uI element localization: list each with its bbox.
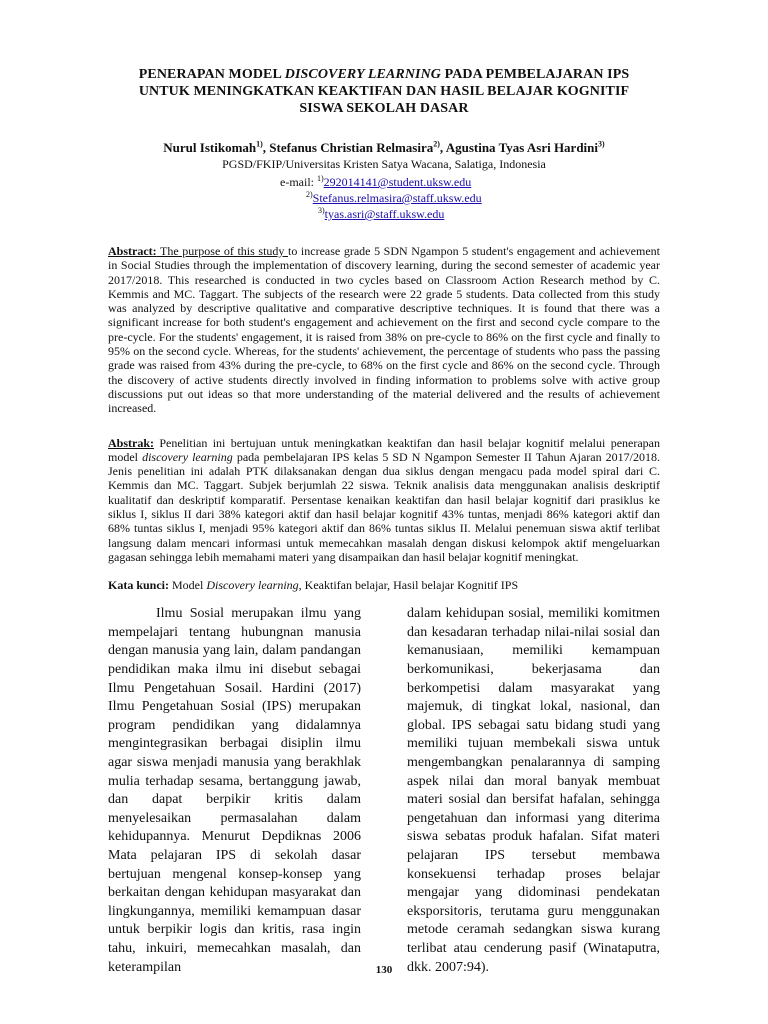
- body-columns: [108, 605, 660, 977]
- email-link-1[interactable]: 292014141@student.uksw.edu: [323, 175, 472, 189]
- email-block: [108, 174, 660, 222]
- abstract-underlined-text: The purpose of this study: [156, 244, 288, 258]
- keywords: Kata kunci: Model Discovery learning, Keaktifan belajar, Hasil belajar Kognitif IPS: [108, 578, 519, 593]
- author-2-marker: 2): [433, 139, 440, 149]
- page-number: 130: [375, 964, 393, 976]
- email-link-3[interactable]: tyas.asri@staff.uksw.edu: [324, 207, 445, 221]
- body-paragraph-right: dalam kehidupan sosial, memiliki komitmen dan kesadaran terhadap nilai-nilai sosial dan kemanusiaan, memiliki kemampuan berkomunikasi, bekerjasama dan berkompetisi dalam masyarakat yang majemuk, di tingkat lokal, nasional, dan global. IPS sebagai satu bidang studi yang memiliki tujuan membekali siswa untuk mengembangkan penalarannya di samping aspek nilai dan moral banyak membuat materi sosial dan bersifat hafalan, sehingga pengetahuan dan informasi yang diterima siswa sebatas produk hafalan. Sifat materi pelajaran IPS tersebut membawa konsekuensi terhadap proses belajar mengajar yang didominasi pendekatan eksporsitoris, terutama guru menggunakan metode ceramah sedangkan siswa kurang terlibat atau cenderung pasif (Winataputra, dkk. 2007:94).: [407, 606, 660, 975]
- affiliation: PGSD/FKIP/Universitas Kristen Satya Wacana, Salatiga, Indonesia: [222, 157, 546, 171]
- body-column-left: [108, 605, 361, 977]
- abstract-english: [108, 244, 660, 416]
- title-line-2: UNTUK MENINGKATKAN KEAKTIFAN DAN HASIL BELAJAR KOGNITIF: [138, 84, 630, 99]
- email-line-2: $^{2)}$Stefanus.relmasira@staff.uksw.edu: [306, 190, 482, 205]
- author-list: [108, 140, 660, 156]
- author-2: , Stefanus Christian Relmasira: [262, 140, 434, 155]
- abstract-text: to increase grade 5 SDN Ngampon 5 student's engagement and achievement in Social Studies through the implementation of discovery learning, during the second semester of academic year 2017/2018. This researched is conducted in two cycles based on Classroom Action Research method by C. Kemmis and MC. Taggart. The subjects of the research were 22 grade 5 students. Data collected from this study was analyzed by descriptive qualitative and comparative descriptive techniques. It is found that there was a significant increase for both student's engagement and achievement on the first and second cycle compare to the pre-cycle. For the students' engagement, it is raised from 38% on pre-cycle to 86% on the first cycle and finally to 95% on the second cycle. Whereas, for the students' achievement, the percentage of students who pass the passing grade was raised from 43% during the pre-cycle, to 68% on the first cycle and 86% on the second cycle. Through the discovery of active students directly involved in finding information to problems solve with active group discussions put out ideas so that more understanding of the material delivered and the results of achievement increased.: [108, 244, 660, 416]
- body-paragraph-left: Ilmu Sosial merupakan ilmu yang mempelajari tentang hubungnan manusia dengan manusia yang lain, dalam pandangan pendidikan maka ilmu ini disebut sebagai Ilmu Pengetahuan Sosail. Hardini (2017) Ilmu Pengetahuan Sosial (IPS) merupakan program pendidikan yang didalamnya mengintegrasikan berbagai disiplin ilmu agar siswa menjadi manusia yang berakhlak mulia terhadap sesama, bertanggung jawab, dan dapat berpikir kritis dalam menyelesaikan permasalahan dalam kehidupannya. Menurut Depdiknas 2006 Mata pelajaran IPS di sekolah dasar bertujuan mengenal konsep-konsep yang berkaitan dengan kehidupan masyarakat dan lingkungannya, memiliki kemampuan dasar untuk berpikir logis dan kritis, rasa ingin tahu, inkuiri, memecahkan masalah, dan keterampilan: [108, 606, 361, 975]
- abstrak-label: Abstrak:: [108, 435, 155, 450]
- paper-title: [108, 66, 660, 117]
- author-1: Nurul Istikomah: [163, 140, 257, 155]
- title-line-1: PENERAPAN MODEL DISCOVERY LEARNING PADA PEMBELAJARAN IPS: [138, 67, 630, 82]
- abstract-label: Abstract:: [108, 244, 157, 258]
- body-column-right: [407, 605, 660, 977]
- email-line-1: e-mail: $^{1)}$292014141@student.uksw.edu: [280, 174, 472, 189]
- author-3-marker: 3): [598, 139, 605, 149]
- email-line-3: $^{3)}$tyas.asri@staff.uksw.edu: [318, 206, 445, 221]
- abstract-indonesian: Abstrak: Penelitian ini bertujuan untuk meningkatkan keaktifan dan hasil belajar kognitif melalui penerapan model discovery learning pada pembelajaran IPS kelas 5 SD N Ngampon Semester II Tahun Ajaran 2017/2018. Jenis penelitian ini adalah PTK dilaksanakan dengan dua siklus dengan mengacu pada model spiral dari C. Kemmis dan MC. Taggart. Subjek berjumlah 22 siswa. Teknik analisis data menggunakan analisis deskriptif kualitatif dan deskriptif komparatif. Persentase kenaikan keaktifan dan hasil belajar kognitif dari prasiklus ke siklus I, siklus II dari 38% kategori aktif dan hasil belajar kognitif 43% tuntas, menjadi 86% kategori aktif dan 68% tuntas siklus I, menjadi 95% kategori aktif dan 86% tuntas siklus II. Melalui penemuan siswa aktif terlibat langsung dalam mencari informasi untuk memecahkan masalah dengan diskusi kelompok aktif mengeluarkan gagasan sehingga lebih memahami materi yang disampaikan dan hasil belajar kognitif meningkat.: [108, 435, 660, 564]
- author-3: , Agustina Tyas Asri Hardini: [439, 140, 599, 155]
- title-line-3: SISWA SEKOLAH DASAR: [299, 101, 469, 116]
- keywords-label: Kata kunci:: [108, 578, 170, 593]
- email-link-2[interactable]: Stefanus.relmasira@staff.uksw.edu: [312, 191, 482, 205]
- title-italic: DISCOVERY LEARNING: [284, 67, 441, 82]
- author-1-marker: 1): [256, 139, 263, 149]
